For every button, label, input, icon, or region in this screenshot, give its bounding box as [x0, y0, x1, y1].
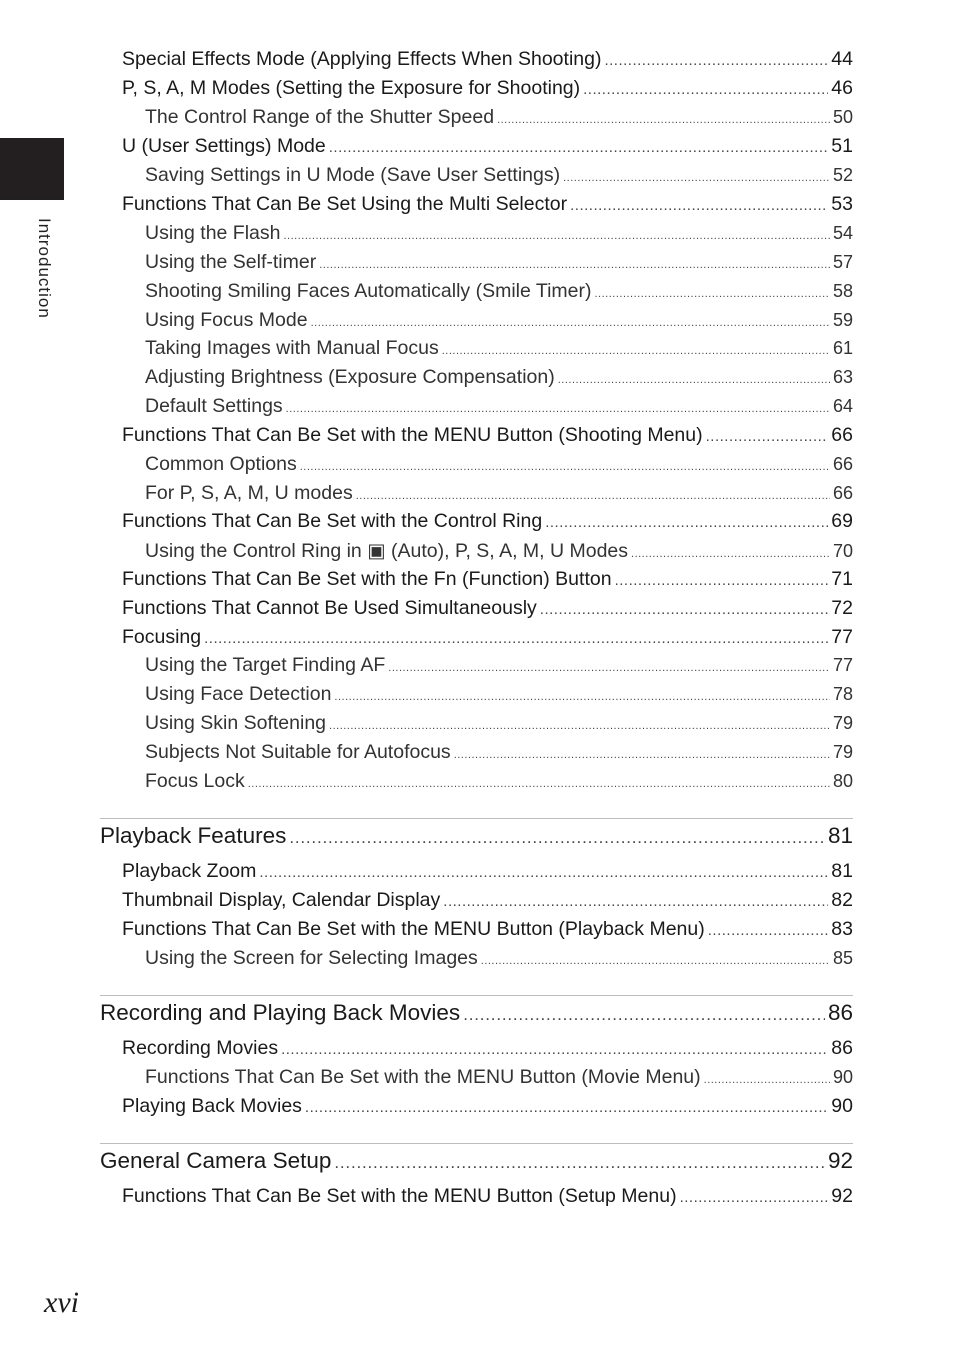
toc-entry-title: Using the Target Finding AF: [145, 654, 386, 676]
toc-entry-page: 46: [831, 77, 853, 99]
dot-leader: [563, 172, 830, 184]
dot-leader: [680, 1189, 829, 1206]
toc-entry[interactable]: [145, 654, 853, 677]
toc-entry-page: 63: [832, 367, 853, 387]
toc-entry-title: Using the Flash: [145, 222, 281, 244]
toc-entry-page: 66: [832, 454, 853, 474]
section-divider: [100, 1143, 853, 1144]
toc-entry-title: Functions That Can Be Set Using the Multi Selector: [122, 193, 568, 215]
toc-entry-page: 50: [832, 107, 853, 127]
toc-entry-page: 64: [832, 396, 853, 416]
section-divider: [100, 818, 853, 819]
section-tab-label: Introduction: [35, 218, 54, 319]
toc-entry-title: General Camera Setup: [100, 1148, 332, 1173]
toc-entry-page: 81: [831, 860, 853, 882]
toc-entry-title: Functions That Can Be Set with the MENU Button (Movie Menu): [145, 1066, 701, 1088]
toc-entry[interactable]: [122, 918, 853, 941]
toc-entry-title: Focus Lock: [145, 770, 245, 792]
toc-entry[interactable]: [145, 164, 853, 187]
toc-entry-page: 79: [832, 742, 853, 762]
toc-entry-page: 71: [831, 568, 853, 590]
toc-entry-title: Functions That Can Be Set with the MENU Button (Shooting Menu): [122, 424, 703, 446]
dot-leader: [615, 572, 829, 589]
dot-leader: [545, 514, 828, 531]
toc-entry-title: Using the Screen for Selecting Images: [145, 947, 478, 969]
toc-entry-page: 70: [832, 541, 853, 561]
toc-entry-page: 78: [832, 684, 853, 704]
toc-entry[interactable]: [145, 947, 853, 970]
toc-entry[interactable]: [122, 193, 853, 216]
toc-entry-page: 57: [832, 252, 853, 272]
page-number: xvi: [44, 1286, 79, 1319]
toc-entry-title: Functions That Cannot Be Used Simultaneously: [122, 597, 537, 619]
dot-leader: [334, 691, 830, 703]
toc-entry-page: 83: [831, 918, 853, 940]
toc-entry[interactable]: [122, 889, 853, 912]
toc-entry[interactable]: [122, 1185, 853, 1208]
dot-leader: [305, 1099, 828, 1116]
toc-entry-page: 44: [831, 48, 853, 70]
toc-entry-title: Functions That Can Be Set with the MENU Button (Playback Menu): [122, 918, 705, 940]
toc-entry-title: Shooting Smiling Faces Automatically (Smile Timer): [145, 280, 592, 302]
toc-entry-title: Playing Back Movies: [122, 1095, 302, 1117]
dot-leader: [329, 720, 830, 732]
section-divider: [100, 995, 853, 996]
toc-entry-page: 59: [832, 310, 853, 330]
toc-entry[interactable]: [122, 77, 853, 100]
toc-entry[interactable]: [145, 395, 853, 418]
toc-entry-title: Adjusting Brightness (Exposure Compensation): [145, 366, 555, 388]
toc-entry-title: Functions That Can Be Set with the MENU Button (Setup Menu): [122, 1185, 677, 1207]
toc-entry[interactable]: [145, 366, 853, 389]
toc-entry-page: 77: [831, 626, 853, 648]
toc-entry-page: 81: [827, 823, 853, 848]
dot-leader: [248, 778, 830, 790]
toc-entry-page: 86: [831, 1037, 853, 1059]
toc-entry-title: Functions That Can Be Set with the Control Ring: [122, 510, 543, 532]
toc-entry-page: 79: [832, 713, 853, 733]
toc-entry[interactable]: [145, 539, 853, 563]
toc-entry-page: 53: [831, 193, 853, 215]
toc-entry-page: 85: [832, 948, 853, 968]
dot-leader: [281, 1041, 828, 1058]
toc-entry-page: 72: [831, 597, 853, 619]
dot-leader: [704, 1074, 830, 1086]
dot-leader: [442, 345, 830, 357]
dot-leader: [329, 139, 829, 156]
toc-entry[interactable]: [145, 482, 853, 505]
toc-entry[interactable]: [145, 741, 853, 764]
toc-entry[interactable]: [145, 453, 853, 476]
dot-leader: [540, 601, 829, 618]
toc-entry-title: Using Focus Mode: [145, 309, 308, 331]
toc-entry-title: Special Effects Mode (Applying Effects When Shooting): [122, 48, 602, 70]
toc-entry-page: 51: [831, 135, 853, 157]
toc-entry[interactable]: [145, 222, 853, 245]
toc-entry[interactable]: [122, 424, 853, 447]
toc-entry-page: 90: [831, 1095, 853, 1117]
toc-entry[interactable]: [122, 135, 853, 158]
toc-entry-page: 66: [832, 483, 853, 503]
toc-entry-title: Playback Zoom: [122, 860, 257, 882]
toc-entry[interactable]: [145, 712, 853, 735]
toc-entry-title: P, S, A, M Modes (Setting the Exposure for Shooting): [122, 77, 581, 99]
dot-leader: [319, 259, 830, 271]
toc-entry-title: The Control Range of the Shutter Speed: [145, 106, 495, 128]
toc-entry-page: 80: [832, 771, 853, 791]
dot-leader: [631, 548, 830, 560]
toc-entry[interactable]: [100, 823, 853, 849]
toc-entry-page: 58: [832, 281, 853, 301]
dot-leader: [204, 630, 828, 647]
toc-entry[interactable]: [122, 1095, 853, 1118]
dot-leader: [454, 749, 830, 761]
toc-entry-title: Taking Images with Manual Focus: [145, 337, 439, 359]
toc-entry[interactable]: [145, 106, 853, 129]
dot-leader: [497, 114, 830, 126]
dot-leader: [481, 955, 830, 967]
dot-leader: [708, 922, 829, 939]
toc-entry[interactable]: [122, 597, 853, 620]
toc-entry-title: Using Skin Softening: [145, 712, 327, 734]
toc-entry-title: Saving Settings in U Mode (Save User Settings): [145, 164, 561, 186]
toc-entry-page: 69: [831, 510, 853, 532]
toc-entry[interactable]: [122, 48, 853, 71]
toc-entry[interactable]: [145, 251, 853, 274]
toc-entry-page: 77: [832, 655, 853, 675]
dot-leader: [463, 1005, 825, 1025]
toc-entry-page: 92: [831, 1185, 853, 1207]
toc-entry-page: 52: [832, 165, 853, 185]
toc-entry-title: Recording and Playing Back Movies: [100, 1000, 461, 1025]
toc-entry[interactable]: [145, 770, 853, 793]
dot-leader: [570, 197, 828, 214]
dot-leader: [558, 374, 830, 386]
toc-entry-title: Focusing: [122, 626, 202, 648]
toc-entry-title: U (User Settings) Mode: [122, 135, 326, 157]
toc-entry[interactable]: [145, 683, 853, 706]
dot-leader: [356, 490, 830, 502]
toc-entry-page: 61: [832, 338, 853, 358]
toc-entry[interactable]: [100, 1148, 853, 1174]
toc-entry[interactable]: [145, 1066, 853, 1089]
dot-leader: [604, 52, 828, 69]
dot-leader: [259, 864, 828, 881]
dot-leader: [311, 317, 830, 329]
toc-entry[interactable]: [122, 568, 853, 591]
toc-entry-title: Thumbnail Display, Calendar Display: [122, 889, 441, 911]
toc-entry[interactable]: [122, 860, 853, 883]
dot-leader: [286, 403, 830, 415]
toc-entry-title: Using the Self-timer: [145, 251, 317, 273]
dot-leader: [334, 1153, 825, 1173]
toc-entry-page: 66: [831, 424, 853, 446]
toc-entry-title: Using the Control Ring in ▣ (Auto), P, S, A, M, U Modes: [145, 540, 629, 562]
toc-entry-title: Functions That Can Be Set with the Fn (Function) Button: [122, 568, 612, 590]
toc-entry[interactable]: [100, 1000, 853, 1026]
dot-leader: [595, 288, 830, 300]
toc-entry[interactable]: [145, 337, 853, 360]
toc-entry-title: Using Face Detection: [145, 683, 332, 705]
toc-entry-page: 92: [827, 1148, 853, 1173]
toc-entry-title: Common Options: [145, 453, 297, 475]
toc-entry-title: For P, S, A, M, U modes: [145, 482, 353, 504]
toc-entry-title: Default Settings: [145, 395, 283, 417]
dot-leader: [583, 81, 828, 98]
section-tab-marker: [0, 138, 64, 200]
dot-leader: [443, 893, 828, 910]
dot-leader: [300, 461, 830, 473]
dot-leader: [283, 230, 829, 242]
toc-entry-page: 90: [832, 1067, 853, 1087]
toc-entry-page: 54: [832, 223, 853, 243]
toc-entry[interactable]: [145, 280, 853, 303]
dot-leader: [706, 428, 829, 445]
dot-leader: [388, 662, 830, 674]
toc-entry[interactable]: [122, 510, 853, 533]
toc-entry-title: Recording Movies: [122, 1037, 279, 1059]
toc-entry[interactable]: [122, 626, 853, 649]
dot-leader: [289, 828, 825, 848]
toc-entry[interactable]: [145, 309, 853, 332]
toc-entry-title: Playback Features: [100, 823, 287, 848]
toc-entry-page: 82: [831, 889, 853, 911]
toc-entry[interactable]: [122, 1037, 853, 1060]
toc-entry-page: 86: [827, 1000, 853, 1025]
toc-entry-title: Subjects Not Suitable for Autofocus: [145, 741, 451, 763]
